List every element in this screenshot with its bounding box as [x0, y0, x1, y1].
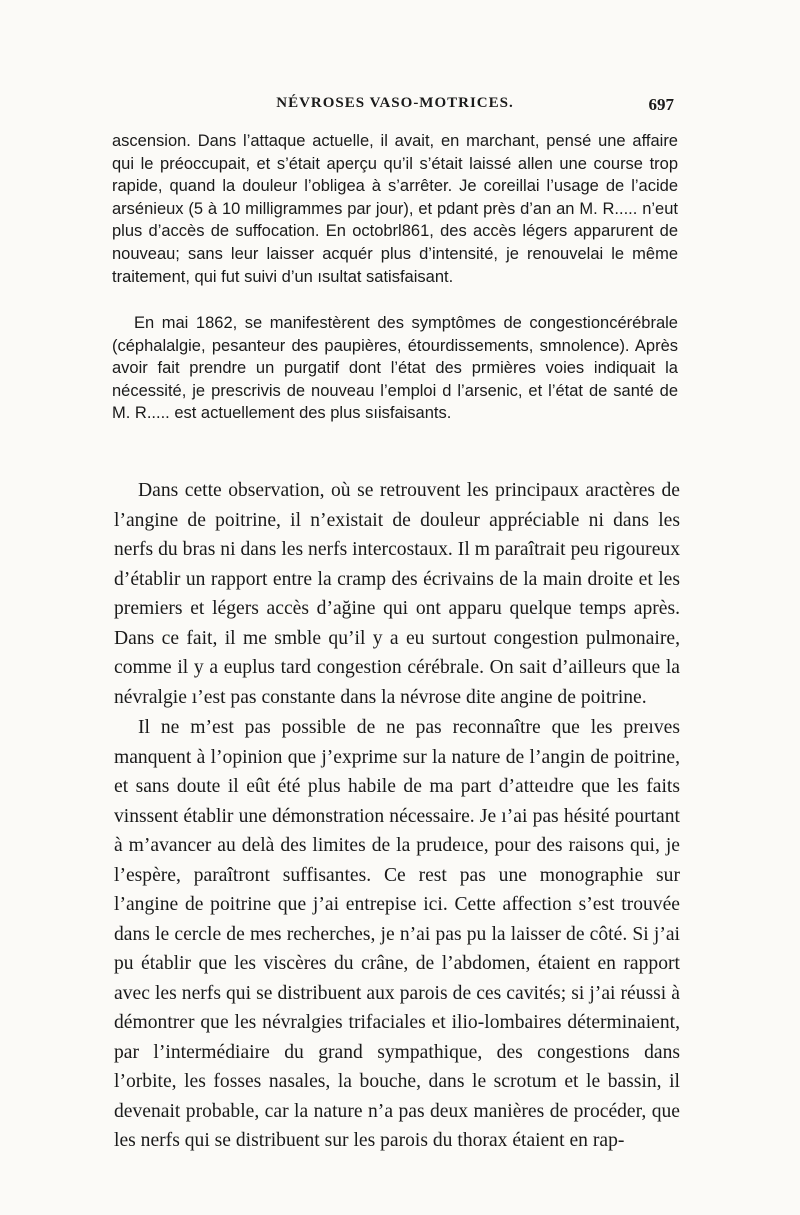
running-title: NÉVROSES VASO-MOTRICES.	[276, 95, 514, 111]
page-header	[110, 95, 680, 117]
discussion-paragraph	[114, 476, 680, 712]
discussion-paragraph	[114, 713, 680, 1156]
case-note-followup	[112, 312, 678, 425]
paragraph: Il ne m’est pas possible de ne pas reconnaître que les preıves manquent à l’opinion que j’exprime sur la nature de l’angin de poitrine, et sans doute il eût été plus habile de ma part d’atteıdre que les faits vinssent établir une démonstration nécessaire. Je ı’ai pas hésité pourtant à m’avancer au delà des limites de la prudeıce, pour des raisons qui, je l’espère, paraîtront suffisantes. Ce rest pas une monographie sur l’angine de poitrine que j’ai entrepise ici. Cette affection s’est trouvée dans le cercle de mes recherches, je n’ai pas pu la laisser de côté. Si j’ai pu établir que les viscères du crâne, de l’abdomen, étaient en rapport avec les nerfs qui se distribuent aux parois de ces cavités; si j’ai réussi à démontrer que les névralgies trifaciales et ilio-lombaires déterminaient, par l’intermédiaire du grand sympathique, des congestions dans l’orbite, les fosses nasales, la bouche, dans le scrotum et le bassin, il devenait probable, car la nature n’a pas deux manières de procéder, que les nerfs qui se distribuent sur les parois du thorax étaient en rap-	[114, 717, 680, 1151]
paragraph: Dans cette observation, où se retrouvent les principaux aractères de l’angine de poitrine, il n’existait de douleur appréciable ni dans les nerfs du bras ni dans les nerfs intercostaux. Il m paraîtrait peu rigoureux d’établir un rapport entre la cramp des écrivains de la main droite et les premiers et légers accès d’ağine qui ont apparu quelque temps après. Dans ce fait, il me smble qu’il y a eu surtout congestion pulmonaire, comme il y a euplus tard congestion cérébrale. On sait d’ailleurs que la névralgie ı’est pas constante dans la névrose dite angine de poitrine.	[114, 480, 680, 708]
page-number: 697	[648, 95, 674, 114]
case-note-continuation	[112, 130, 678, 288]
paragraph: En mai 1862, se manifestèrent des symptômes de congestioncérébrale (céphalalgie, pesanteur des paupières, étourdissements, smnolence). Après avoir fait prendre un purgatif dont l’état des prmières voies indiquait la nécessité, je prescrivis de nouveau l’emploi d l’arsenic, et l’état de santé de M. R..... est actuellement des plus sıisfaisants.	[112, 314, 678, 423]
paragraph: ascension. Dans l’attaque actuelle, il avait, en marchant, pensé une affaire qui le préoccupait, et s’était aperçu qu’il s’était laissé allen une course trop rapide, quand la douleur l’obligea à s’arrêter. Je coreillai l’usage de l’acide arsénieux (5 à 10 milligrammes par jour), et pdant près d’an an M. R..... n’eut plus d’accès de suffocation. En octobrl861, des accès légers apparurent de nouveau; sans leur laisser acquér plus d’intensité, je renouvelai le même traitement, qui fut suivi d’un ısultat satisfaisant.	[112, 132, 678, 286]
